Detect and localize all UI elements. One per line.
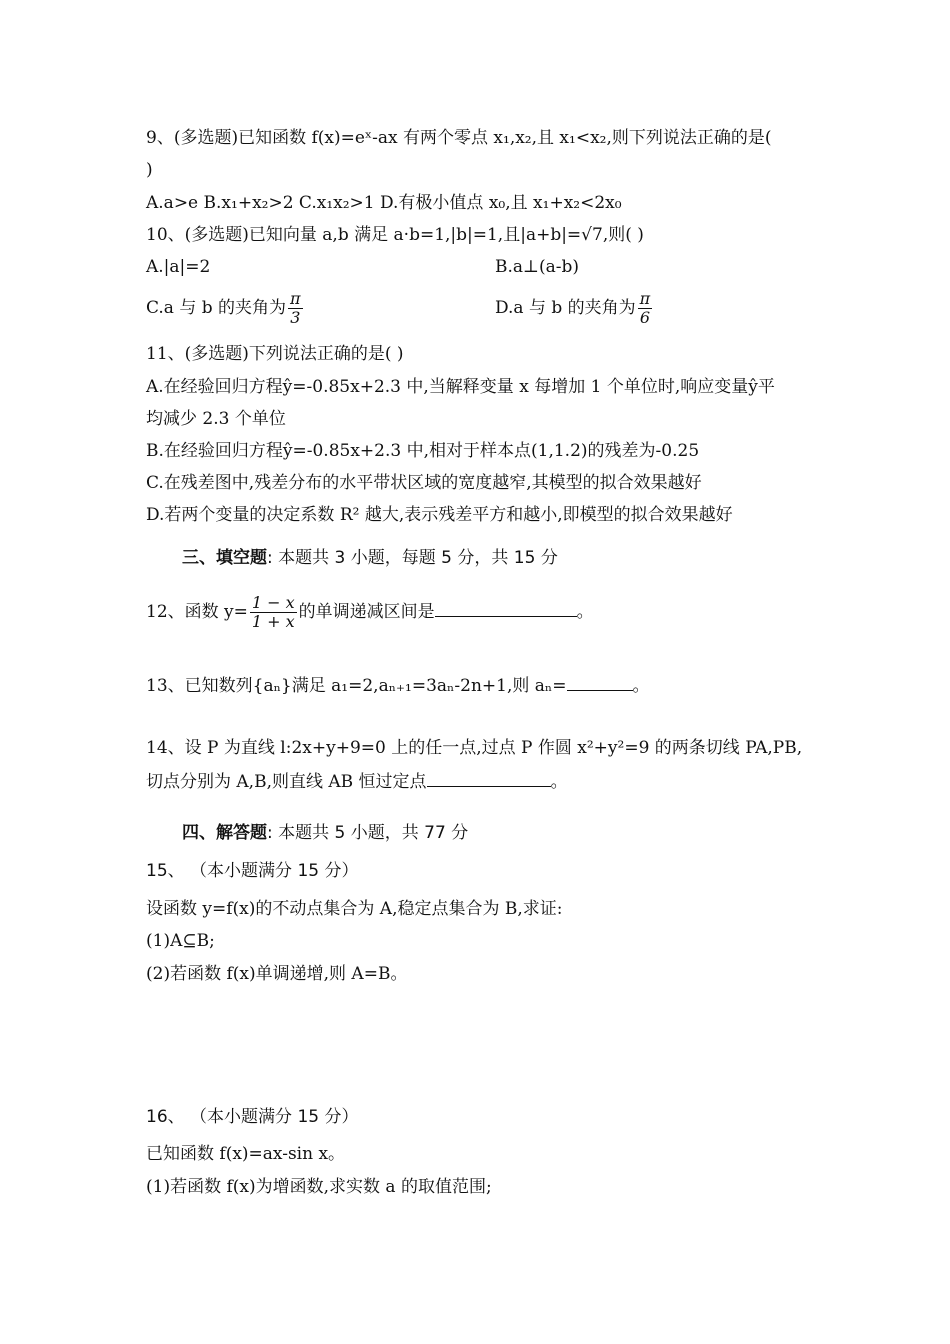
q15-part-2: (2)若函数 f(x)单调递增,则 A=B。: [146, 964, 408, 984]
q16-part-1: (1)若函数 f(x)为增函数,求实数 a 的取值范围;: [146, 1177, 492, 1197]
section-4-title: 四、解答题: [182, 823, 267, 843]
q12-line: [146, 594, 594, 631]
fraction-denominator: 3: [290, 308, 301, 327]
q16-stem: 已知函数 f(x)=ax-sin x。: [146, 1144, 346, 1164]
q13-line: [146, 674, 650, 697]
q10-option-c-text: C.a 与 b 的夹角为: [146, 298, 287, 318]
q15-part-1: (1)A⊆B;: [146, 931, 215, 951]
q11-option-a-line1: A.在经验回归方程ŷ=-0.85x+2.3 中,当解释变量 x 每增加 1 个单位时,响应变量ŷ平: [146, 377, 775, 397]
section-3-desc: : 本题共 3 小题，每题 5 分，共 15 分: [267, 548, 558, 568]
q14-line2: [146, 770, 568, 793]
q14-answer-blank[interactable]: [427, 770, 551, 787]
q10-option-b: B.a⊥(a-b): [495, 257, 580, 277]
q10-option-d-fraction: [638, 290, 653, 327]
q12-answer-blank[interactable]: [435, 600, 577, 617]
q9-options: A.a>e B.x₁+x₂>2 C.x₁x₂>1 D.有极小值点 x₀,且 x₁+x₂<2x₀: [146, 193, 622, 213]
fraction-numerator: π: [639, 289, 651, 308]
q12-prefix: 12、函数 y=: [146, 602, 248, 622]
q12-suffix: 的单调递减区间是: [298, 602, 435, 622]
q13-end: 。: [632, 676, 650, 696]
section-3-heading: [182, 547, 558, 569]
q10-stem: 10、(多选题)已知向量 a,b 满足 a·b=1,|b|=1,且|a+b|=√7,则( ): [146, 225, 644, 245]
q11-option-b: B.在经验回归方程ŷ=-0.85x+2.3 中,相对于样本点(1,1.2)的残差为-0.25: [146, 441, 700, 461]
q16-header: 16、 （本小题满分 15 分）: [146, 1107, 359, 1127]
q10-option-c-fraction: [288, 290, 303, 327]
fraction-numerator: π: [290, 289, 301, 308]
q11-option-c: C.在残差图中,残差分布的水平带状区域的宽度越窄,其模型的拟合效果越好: [146, 473, 702, 493]
q12-fraction: [250, 594, 297, 631]
q13-text: 13、已知数列{aₙ}满足 a₁=2,aₙ₊₁=3aₙ-2n+1,则 aₙ=: [146, 676, 567, 696]
q11-stem: 11、(多选题)下列说法正确的是( ): [146, 344, 404, 364]
q10-option-c: [146, 290, 305, 327]
fraction-denominator: 1 + x: [251, 612, 295, 631]
q12-end: 。: [576, 602, 594, 622]
q15-stem: 设函数 y=f(x)的不动点集合为 A,稳定点集合为 B,求证:: [146, 899, 563, 919]
q11-option-d: D.若两个变量的决定系数 R² 越大,表示残差平方和越小,即模型的拟合效果越好: [146, 505, 733, 525]
q14-text: 切点分别为 A,B,则直线 AB 恒过定点: [146, 772, 427, 792]
q9-stem-line1: 9、(多选题)已知函数 f(x)=eˣ-ax 有两个零点 x₁,x₂,且 x₁<x₂,则下列说法正确的是(: [146, 128, 772, 148]
fraction-denominator: 6: [639, 308, 651, 327]
section-3-title: 三、填空题: [182, 548, 267, 568]
q15-header: 15、 （本小题满分 15 分）: [146, 861, 359, 881]
q10-option-d-text: D.a 与 b 的夹角为: [495, 298, 636, 318]
section-4-desc: : 本题共 5 小题，共 77 分: [267, 823, 469, 843]
q14-line1: 14、设 P 为直线 l:2x+y+9=0 上的任一点,过点 P 作圆 x²+y²=9 的两条切线 PA,PB,: [146, 738, 803, 758]
q10-option-d: [495, 290, 654, 327]
q9-stem-line2: ): [146, 160, 153, 180]
q10-option-a: A.|a|=2: [146, 257, 211, 277]
q11-option-a-line2: 均减少 2.3 个单位: [146, 409, 286, 429]
fraction-numerator: 1 − x: [251, 593, 295, 612]
section-4-heading: [182, 822, 468, 844]
q14-end: 。: [550, 772, 568, 792]
q13-answer-blank[interactable]: [567, 674, 633, 691]
